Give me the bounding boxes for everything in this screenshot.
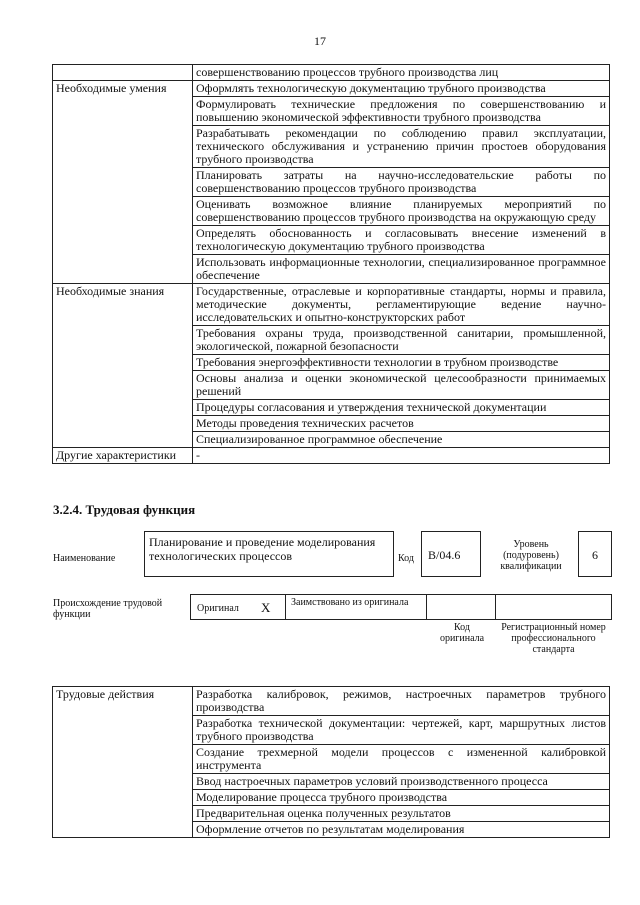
row-item: Требования охраны труда, производственной санитарии, промышленной, экологической, пожарной безопасности [193,326,610,355]
section-title: 3.2.4. Трудовая функция [53,502,196,517]
actions-table [52,686,610,838]
level-value: 6 [592,548,598,562]
original-mark: X [261,600,271,615]
row-group-label: Необходимые умения [53,81,193,284]
row-item: Предварительная оценка полученных результатов [193,806,610,822]
table-row [53,687,610,716]
name-value-box [144,531,394,577]
row-group-label: Трудовые действия [53,687,193,838]
table-row [53,284,610,326]
row-item: Специализированное программное обеспечение [193,432,610,448]
origin-label: Происхождение трудовой функции [53,598,163,620]
row-item: Формулировать технические предложения по совершенствованию и повышению экономической эффективности трубного производства [193,97,610,126]
level-box [578,531,612,577]
row-item: Методы проведения технических расчетов [193,416,610,432]
page-number: 17 [314,34,326,48]
row-item: Оформлять технологическую документацию трубного производства [193,81,610,97]
requirements-table [52,64,610,464]
row-item: Основы анализа и оценки экономической целесообразности принимаемых решений [193,371,610,400]
reg-number-label: Регистрационный номер профессионального стандарта [501,622,606,655]
row-item: Оценивать возможное влияние планируемых мероприятий по совершенствованию процессов трубного производства на окружающую среду [193,197,610,226]
row-item: Оформление отчетов по результатам моделирования [193,822,610,838]
row-item: - [193,448,610,464]
table-row [53,65,610,81]
function-name: Планирование и проведение моделирования технологических процессов [149,535,376,563]
row-item: совершенствованию процессов трубного производства лиц [193,65,610,81]
row-item: Процедуры согласования и утверждения технической документации [193,400,610,416]
row-item: Создание трехмерной модели процессов с измененной калибровкой инструмента [193,745,610,774]
table-row [53,81,610,97]
row-group-label [53,65,193,81]
level-label: Уровень (подуровень) квалификации [500,539,562,572]
row-item: Ввод настроечных параметров условий производственного процесса [193,774,610,790]
row-item: Разработка технической документации: чертежей, карт, маршрутных листов трубного производства [193,716,610,745]
row-item: Разработка калибровок, режимов, настроечных параметров трубного производства [193,687,610,716]
row-item: Разрабатывать рекомендации по соблюдению правил эксплуатации, технического обслуживания и устранению причин простоев оборудования трубного производства [193,126,610,168]
code-original-label: Код оригинала [439,622,485,644]
row-group-label: Необходимые знания [53,284,193,448]
code-label: Код [398,553,414,564]
name-label: Наименование [53,553,116,564]
row-item: Государственные, отраслевые и корпоративные стандарты, нормы и правила, методические документы, регламентирующие ведение научно-исследовательских и опытно-конструкторских работ [193,284,610,326]
row-item: Планировать затраты на научно-исследовательские работы по совершенствованию процессов трубного производства [193,168,610,197]
code-box [421,531,481,577]
borrowed-label: Заимствовано из оригинала [291,597,409,608]
origin-row [190,594,612,620]
code-value: B/04.6 [428,548,461,562]
row-group-label: Другие характеристики [53,448,193,464]
row-item: Моделирование процесса трубного производства [193,790,610,806]
row-item: Требования энергоэффективности технологии в трубном производстве [193,355,610,371]
original-label: Оригинал [197,603,239,614]
row-item: Определять обоснованность и согласовывать внесение изменений в технологическую документацию трубного производства [193,226,610,255]
row-item: Использовать информационные технологии, специализированное программное обеспечение [193,255,610,284]
table-row [53,448,610,464]
